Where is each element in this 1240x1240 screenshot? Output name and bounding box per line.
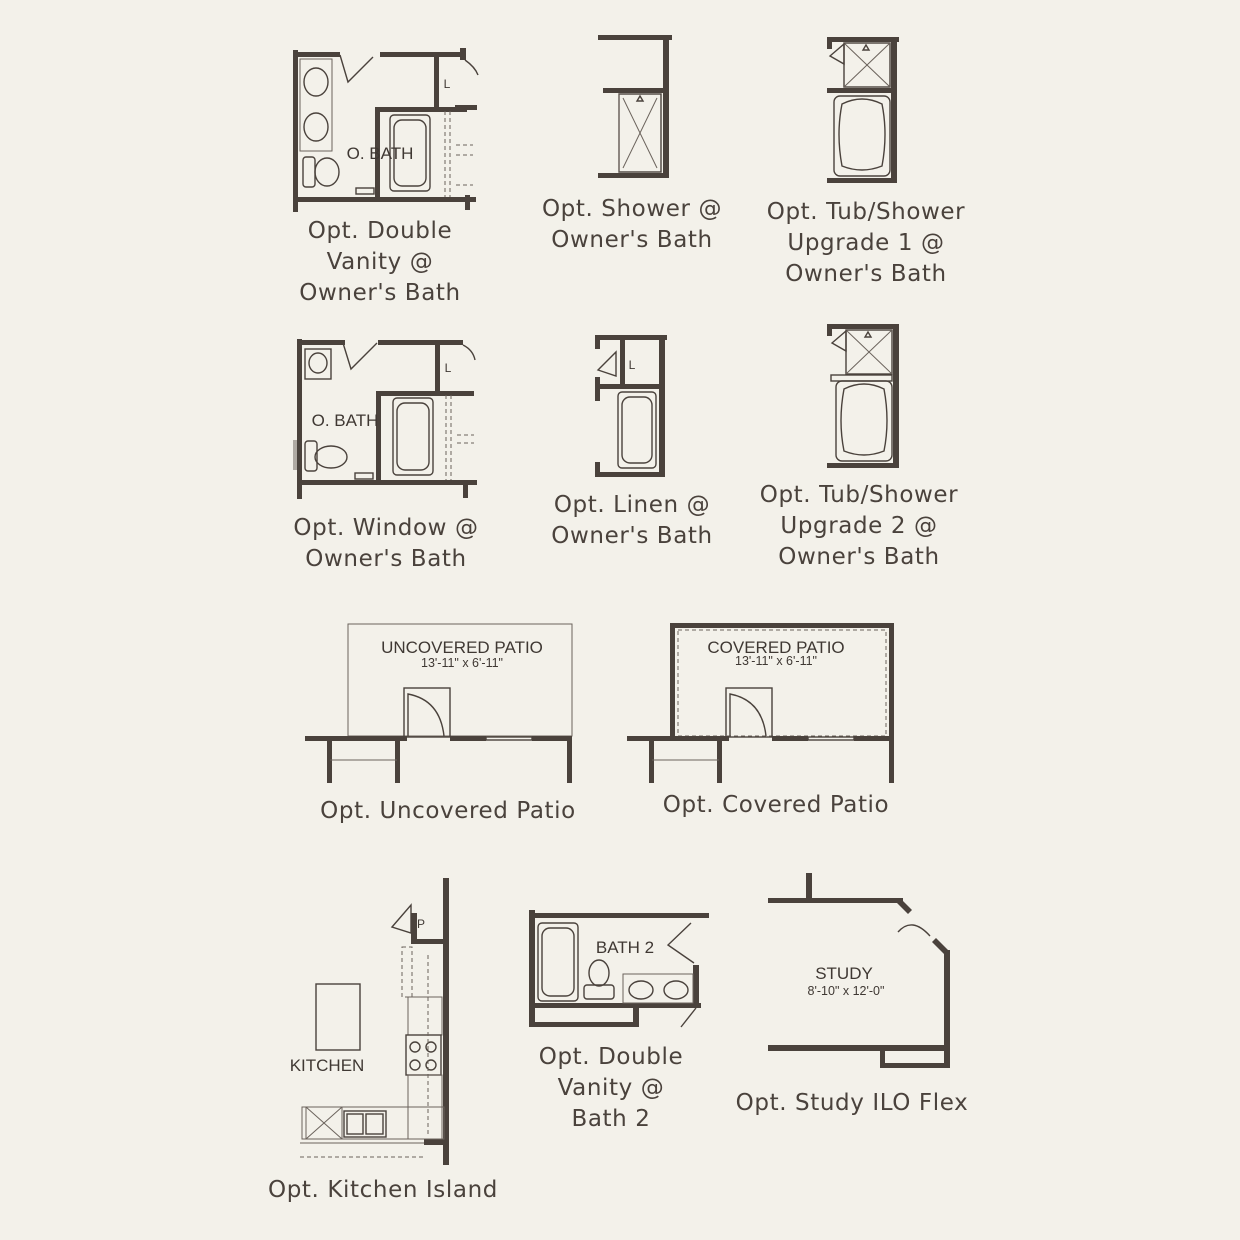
caption-shower-owners: Opt. Shower @ Owner's Bath [541,196,723,253]
room-dimensions: 13'-11" x 6'-11" [421,656,503,670]
plan-window-owners [293,335,488,505]
plan-shower-owners [595,32,680,182]
plan-kitchen-island [280,875,460,1170]
caption-double-vanity-owners: Opt. Double Vanity @ Owner's Bath [299,218,461,306]
room-label: O. BATH [311,411,379,430]
room-dimensions: 13'-11" x 6'-11" [735,654,817,668]
room-label: UNCOVERED PATIO [381,638,543,657]
plan-double-vanity-owners [290,45,490,220]
room-label: STUDY [815,964,873,983]
caption-window-owners: Opt. Window @ Owner's Bath [293,515,479,572]
room-dimensions: 8'-10" x 12'-0" [807,984,885,998]
caption-study-ilo-flex: Opt. Study ILO Flex [735,1090,969,1116]
plan-covered-patio [622,620,902,790]
caption-covered-patio: Opt. Covered Patio [662,792,890,818]
closet-label: L [443,77,451,91]
room-label: COVERED PATIO [707,638,845,657]
plan-double-vanity-bath2 [526,905,716,1035]
caption-tub-shower-2: Opt. Tub/Shower Upgrade 2 @ Owner's Bath [759,482,959,570]
plan-uncovered-patio [300,620,580,790]
plan-linen-owners [590,332,675,480]
closet-label: L [444,361,452,375]
caption-linen-owners: Opt. Linen @ Owner's Bath [551,492,713,549]
closet-label: L [628,358,636,372]
closet-label: P [416,917,426,931]
room-label: BATH 2 [595,938,655,957]
room-label: O. BATH [346,144,414,163]
room-label: KITCHEN [289,1056,365,1075]
caption-kitchen-island: Opt. Kitchen Island [268,1177,498,1203]
plan-tub-shower-2 [822,321,907,471]
caption-uncovered-patio: Opt. Uncovered Patio [320,798,576,824]
plan-study-ilo-flex [762,870,962,1075]
plan-tub-shower-1 [822,34,907,186]
caption-tub-shower-1: Opt. Tub/Shower Upgrade 1 @ Owner's Bath [766,199,966,287]
caption-double-vanity-bath2: Opt. Double Vanity @ Bath 2 [538,1044,684,1132]
